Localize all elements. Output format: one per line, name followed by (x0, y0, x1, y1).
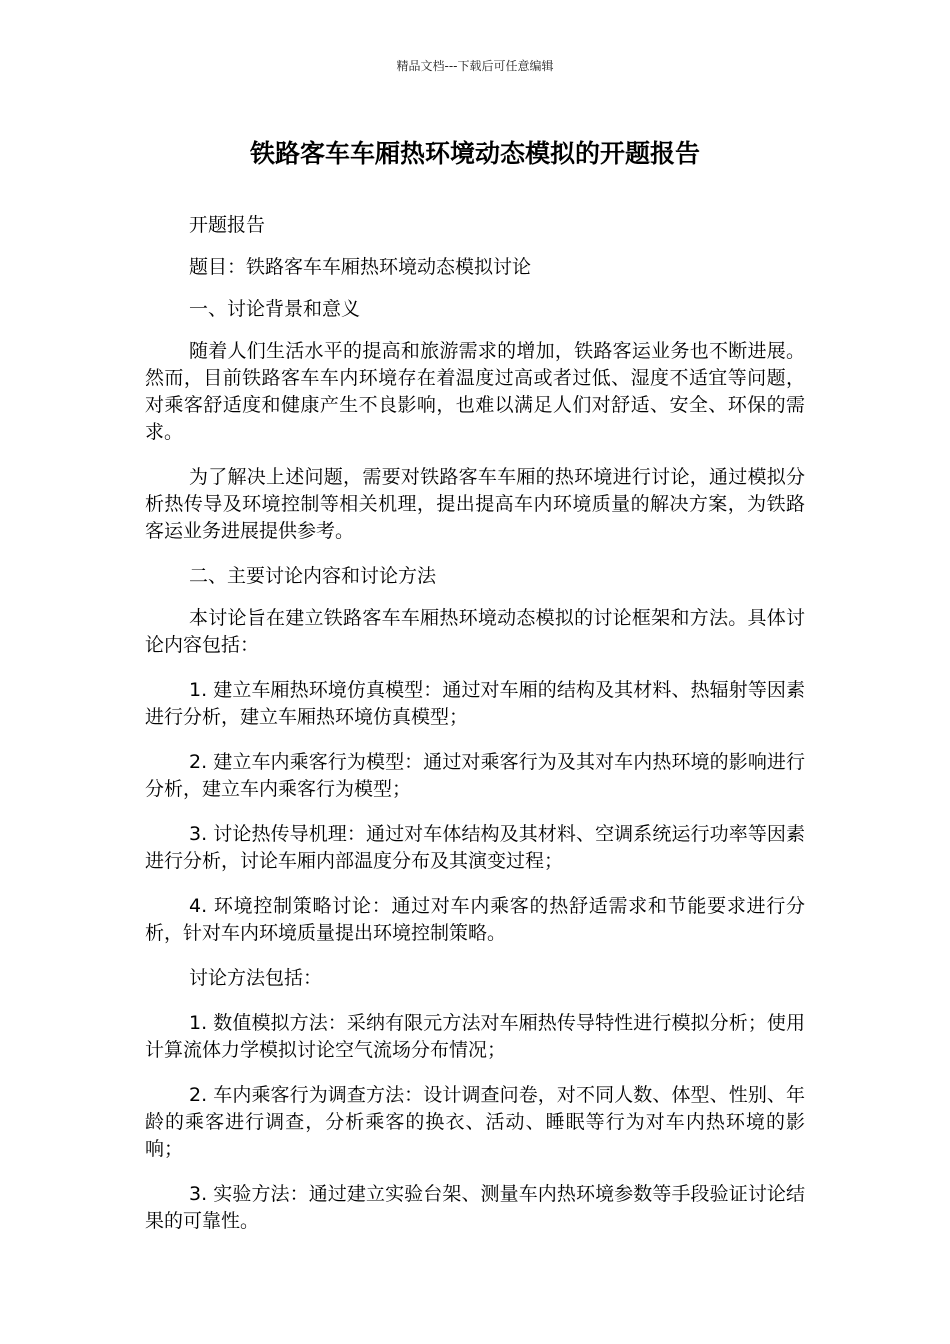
content-item-1: 1. 建立车厢热环境仿真模型：通过对车厢的结构及其材料、热辐射等因素进行分析，建立车厢热环境仿真模型； (145, 679, 805, 728)
paragraph-content-intro: 本讨论旨在建立铁路客车车厢热环境动态模拟的讨论框架和方法。具体讨论内容包括： (145, 607, 805, 656)
method-item-2: 2. 车内乘客行为调查方法：设计调查问卷，对不同人数、体型、性别、年龄的乘客进行调查，分析乘客的换衣、活动、睡眠等行为对车内热环境的影响； (145, 1084, 805, 1160)
document-title: 铁路客车车厢热环境动态模拟的开题报告 (249, 139, 700, 168)
content-item-3: 3. 讨论热传导机理：通过对车体结构及其材料、空调系统运行功率等因素进行分析，讨论车厢内部温度分布及其演变过程； (145, 823, 805, 872)
methods-heading: 讨论方法包括： (189, 967, 323, 989)
section-heading-content: 二、主要讨论内容和讨论方法 (189, 565, 437, 587)
document-body (145, 212, 805, 1235)
content-item-4: 4. 环境控制策略讨论：通过对车内乘客的热舒适需求和节能要求进行分析，针对车内环境质量提出环境控制策略。 (145, 895, 805, 944)
method-item-1: 1. 数值模拟方法：采纳有限元方法对车厢热传导特性进行模拟分析；使用计算流体力学模拟讨论空气流场分布情况； (145, 1012, 805, 1061)
report-label: 开题报告 (189, 214, 266, 236)
section-heading-background: 一、讨论背景和意义 (189, 298, 361, 320)
content-item-2: 2. 建立车内乘客行为模型：通过对乘客行为及其对车内热环境的影响进行分析，建立车内乘客行为模型； (145, 751, 805, 800)
page-header: 精品文档---下载后可任意编辑 (396, 59, 554, 73)
paragraph-purpose: 为了解决上述问题，需要对铁路客车车厢的热环境进行讨论，通过模拟分析热传导及环境控制等相关机理，提出提高车内环境质量的解决方案，为铁路客运业务进展提供参考。 (145, 466, 805, 542)
method-item-3: 3. 实验方法：通过建立实验台架、测量车内热环境参数等手段验证讨论结果的可靠性。 (145, 1183, 805, 1232)
paragraph-background: 随着人们生活水平的提高和旅游需求的增加，铁路客运业务也不断进展。然而，目前铁路客车车内环境存在着温度过高或者过低、湿度不适宜等问题，对乘客舒适度和健康产生不良影响，也难以满足人们对舒适、安全、环保的需求。 (145, 340, 805, 443)
topic-line: 题目：铁路客车车厢热环境动态模拟讨论 (189, 256, 532, 278)
